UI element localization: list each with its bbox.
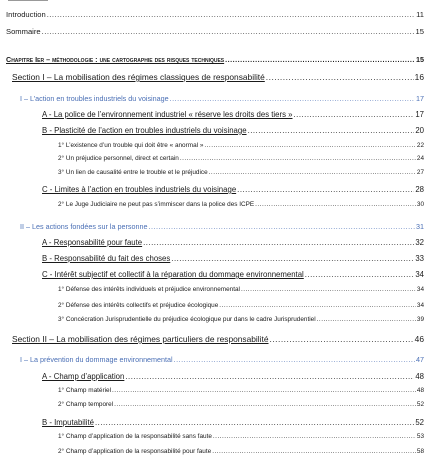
dot-leader	[225, 55, 415, 64]
toc-entry-page-number: 39	[416, 316, 424, 323]
toc-entry[interactable]	[58, 316, 424, 323]
toc-entry-page-number: 24	[416, 155, 424, 162]
dot-leader	[180, 155, 416, 162]
toc-entry-label: A - Responsabilité pour faute	[42, 238, 143, 247]
toc-entry[interactable]	[58, 302, 424, 309]
toc-entry-page-number: 58	[416, 448, 424, 455]
toc-entry-page-number: 34	[416, 286, 424, 293]
dot-leader	[305, 270, 415, 279]
toc-entry-page-number: 47	[416, 355, 424, 364]
toc-entry[interactable]	[58, 169, 424, 176]
toc-entry[interactable]	[6, 55, 424, 64]
toc-entry-label: Chapitre Ier – méthodologie : une cartographie des risques techniques	[6, 55, 225, 64]
toc-entry-page-number: 17	[415, 110, 424, 119]
dot-leader	[47, 10, 415, 19]
toc-entry-label: 1° L’existence d’un trouble qui doit être « anormal »	[58, 142, 204, 149]
dot-leader	[42, 27, 415, 36]
dot-leader	[112, 387, 416, 394]
toc-entry-label: II – Les actions fondées sur la personne	[20, 222, 148, 231]
dot-leader	[209, 169, 416, 176]
toc-entry[interactable]	[42, 185, 424, 194]
toc-entry-label: 1° Champ d’application de la responsabilité sans faute	[58, 433, 212, 440]
toc-entry-label: A - La police de l’environnement industriel « réserve les droits des tiers »	[42, 110, 293, 119]
toc-entry-label: C - Limites à l’action en troubles industriels du voisinage	[42, 185, 237, 194]
toc-entry[interactable]	[58, 286, 424, 293]
toc-entry-label: 2° Champ temporel	[58, 401, 114, 408]
toc-entry-page-number: 28	[415, 185, 424, 194]
toc-entry-label: Introduction	[6, 10, 46, 19]
toc-entry-label: 1° Défense des intérêts individuels et préjudice environnemental	[58, 286, 240, 293]
toc-entry-page-number: 31	[416, 222, 424, 231]
dot-leader	[148, 222, 415, 231]
dot-leader	[213, 433, 416, 440]
toc-entry-page-number: 52	[416, 401, 424, 408]
dot-leader	[294, 110, 415, 119]
toc-entry[interactable]	[58, 201, 424, 208]
toc-entry-label: 3° Concécration Jurisprudentielle du préjudice écologique pur dans le cadre Jurisprudentiel	[58, 316, 316, 323]
toc-entry-page-number: 16	[414, 72, 424, 82]
toc-entry-page-number: 48	[416, 387, 424, 394]
toc-entry-label: B - Imputabilité	[42, 418, 95, 427]
toc-entry-page-number: 34	[415, 270, 424, 279]
toc-entry-label: 2° Défense des intérêts collectifs et préjudice écologique	[58, 302, 219, 309]
toc-entry[interactable]	[58, 387, 424, 394]
dot-leader	[317, 316, 416, 323]
dot-leader	[237, 185, 414, 194]
toc-entry-label: A - Champ d’application	[42, 372, 125, 381]
dot-leader	[204, 142, 416, 149]
toc-entry-page-number: 11	[416, 10, 424, 19]
toc-entry-page-number: 22	[416, 142, 424, 149]
toc-entry-label: I – La prévention du dommage environnemental	[20, 355, 173, 364]
toc-entry-label: 2° Champ d’application de la responsabilité pour faute	[58, 448, 212, 455]
toc-entry[interactable]	[6, 10, 424, 19]
toc-entry-label: C - Intérêt subjectif et collectif à la réparation du dommage environnemental	[42, 270, 304, 279]
toc-entry[interactable]	[58, 401, 424, 408]
toc-entry-label: Sommaire	[6, 27, 41, 36]
toc-entry-page-number: 34	[416, 302, 424, 309]
toc-entry[interactable]	[20, 355, 424, 364]
toc-entry-label: Section II – La mobilisation des régimes particuliers de responsabilité	[12, 334, 269, 344]
dot-leader	[125, 372, 414, 381]
dot-leader	[114, 401, 416, 408]
dot-leader	[174, 355, 415, 364]
toc-entry-label: 2° Le Juge Judiciaire ne peut pas s’immiscer dans la police des ICPE	[58, 201, 255, 208]
dot-leader	[219, 302, 416, 309]
dot-leader	[248, 126, 415, 135]
toc-entry-page-number: 30	[416, 201, 424, 208]
toc-entry[interactable]	[20, 94, 424, 103]
toc-entry-page-number: 32	[415, 238, 424, 247]
dot-leader	[95, 418, 414, 427]
toc-entry-label: 3° Un lien de causalité entre le trouble et le préjudice	[58, 169, 208, 176]
toc-entry-label: I – L’action en troubles industriels du voisinage	[20, 94, 169, 103]
toc-entry-page-number: 48	[415, 372, 424, 381]
dot-leader	[266, 72, 414, 82]
toc-entry[interactable]	[6, 27, 424, 36]
toc-entry[interactable]	[42, 254, 424, 263]
toc-entry-page-number: 17	[416, 94, 424, 103]
toc-entry-page-number: 46	[414, 334, 424, 344]
toc-entry-page-number: 52	[415, 418, 424, 427]
toc-entry-page-number: 15	[415, 27, 424, 36]
toc-entry[interactable]	[42, 238, 424, 247]
dot-leader	[143, 238, 414, 247]
toc-entry[interactable]	[12, 334, 424, 344]
toc-entry[interactable]	[20, 222, 424, 231]
toc-entry-label: 1° Champ matériel	[58, 387, 111, 394]
toc-entry[interactable]	[42, 270, 424, 279]
toc-entry-page-number: 15	[416, 55, 424, 64]
toc-entry[interactable]	[58, 433, 424, 440]
toc-entry-label: Section I – La mobilisation des régimes classiques de responsabilité	[12, 72, 265, 82]
toc-entry[interactable]	[42, 126, 424, 135]
toc-entry[interactable]	[12, 72, 424, 82]
toc-entry-page-number: 53	[416, 433, 424, 440]
toc-entry-label: B - Plasticité de l’action en troubles industriels du voisinage	[42, 126, 247, 135]
toc-entry[interactable]	[42, 110, 424, 119]
dot-leader	[170, 94, 415, 103]
toc-entry[interactable]	[58, 155, 424, 162]
dot-leader	[241, 286, 416, 293]
dot-leader	[270, 334, 414, 344]
toc-entry[interactable]	[42, 418, 424, 427]
toc-entry-page-number: 33	[415, 254, 424, 263]
dot-leader	[212, 448, 416, 455]
toc-entry-page-number: 27	[416, 169, 424, 176]
toc-entry-label: 2° Un préjudice personnel, direct et certain	[58, 155, 179, 162]
toc-entry-page-number: 20	[415, 126, 424, 135]
toc-entry[interactable]	[42, 372, 424, 381]
toc-entry[interactable]	[58, 142, 424, 149]
toc-entry[interactable]	[58, 448, 424, 455]
dot-leader	[171, 254, 414, 263]
toc-entry-label: B - Responsabilité du fait des choses	[42, 254, 171, 263]
dot-leader	[255, 201, 416, 208]
